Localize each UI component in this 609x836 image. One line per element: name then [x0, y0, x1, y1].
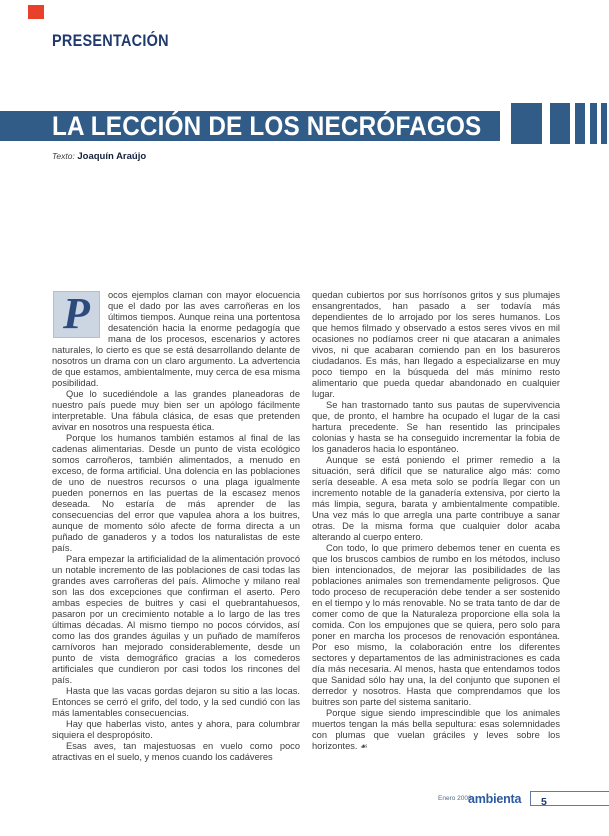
banner-decoration-block: [511, 103, 542, 144]
paragraph: Porque los humanos también estamos al final de las cadenas alimentarias. Desde un punto de vista ecológico somos carroñeros, también alimentados, a menudo en exceso, de forma artificial. Una dolencia en las poblaciones de uno de nuestros recursos o una plaga igualmente pueden ponernos en las puertas de la escasez menos deseada. No estaría de más aprender de las consecuencias del error que vapulea ahora a los buitres, aunque de momento sólo afecte de forma directa a un puñado de ganaderos y a todos los naturalistas de este país.: [52, 433, 300, 553]
banner-decoration-block: [590, 103, 597, 144]
article-body: [52, 290, 560, 763]
paragraph: Que lo sucediéndole a las grandes planeadoras de nuestro país puede muy bien ser un apólogo fácilmente interpretable. Una fábula clásica, de esas que pretenden avivar en nosotros una respuesta ética.: [52, 389, 300, 432]
footer-brand-logo: ambienta: [468, 792, 522, 806]
byline-label: Texto:: [52, 151, 75, 161]
paragraph-text: Porque sigue siendo imprescindible que los animales muertos tengan la más bella sepultura: esas solemnidades con plumas que vuelan gráciles y leves sobre los horizontes.: [312, 708, 560, 751]
paragraph: [52, 290, 300, 389]
page-number: 5: [541, 796, 547, 808]
banner-decoration-block: [575, 103, 585, 144]
end-ornament-icon: ☙: [360, 741, 367, 751]
section-title: PRESENTACIÓN: [52, 31, 169, 50]
paragraph: Con todo, lo que primero debemos tener en cuenta es que los bruscos cambios de rumbo en los métodos, incluso bien intencionados, de mejorar las posibilidades de las poblaciones animales son tremendamente peligrosos. Que todo proceso de recuperación debe tender a ser sostenido en el tiempo y lo más renovable. No se trata tanto de dar de comer como de que la Naturaleza proporcione ella sola la comida. Con los empujones que se quiera, pero solo para poner en marcha los procesos de renovación espontánea. Por eso mismo, la colaboración entre los diferentes sectores y departamentos de las administraciones es cada día más necesaria. Al menos, hasta que entendamos todos que Sanidad sólo hay una, la del conjunto que suponen el derredor y nosotros. Hasta que comprendamos que los buitres son parte del sistema sanitario.: [312, 543, 560, 707]
banner-decoration-block: [550, 103, 570, 144]
red-corner-marker: [28, 5, 44, 19]
author-name: Joaquín Araújo: [77, 151, 147, 162]
dropcap-letter: P: [53, 291, 100, 338]
page-number-box: [530, 791, 609, 806]
title-banner: [0, 111, 500, 141]
paragraph: Aunque se está poniendo el primer remedio a la situación, será difícil que se naturalice algo más: como sería deseable. A esa meta solo se podría llegar con un incremento notable de la ganadería extensiva, por cierto la más limpia, segura, barata y ambientalmente compatible. Una vez más lo que arregla una parte contribuye a sanar otras. De la misma forma que cualquier dolor acaba alterando al cuerpo entero.: [312, 455, 560, 542]
paragraph: [312, 708, 560, 752]
paragraph: Esas aves, tan majestuosas en vuelo como poco atractivas en el suelo, y menos cuando los cadáveres: [52, 741, 300, 762]
paragraph: Hay que haberlas visto, antes y ahora, para columbrar siquiera el despropósito.: [52, 719, 300, 740]
paragraph: Para empezar la artificialidad de la alimentación provocó un notable incremento de las poblaciones de casi todas las grandes aves carroñeras del país. Alimoche y milano real son las dos excepciones que confirman el aserto. Pero ambas especies de buitres y casi el quebrantahuesos, pasaron por un crecimiento notable a lo largo de las tres últimas décadas. Al mismo tiempo no pocos córvidos, así como las dos grandes águilas y un puñado de mamíferos carnívoros han mejorado considerablemente, desde un punto de vista demográfico gracias a los comederos artificiales que cundieron por casi todos los rincones del país.: [52, 554, 300, 685]
paragraph: Hasta que las vacas gordas dejaron su sitio a las locas. Entonces se cerró el grifo, del todo, y la sed cundió con las más lamentables consecuencias.: [52, 686, 300, 718]
footer-date: Enero 2008: [438, 795, 472, 802]
paragraph: Se han trastornado tanto sus pautas de supervivencia que, de pronto, el hambre ha ocupado el lugar de la casi hartura precedente. Se han resentido las principales colonias y hasta se ha conseguido incrementar la fobia de los ganaderos hacia lo espontáneo.: [312, 400, 560, 454]
article-title: LA LECCIÓN DE LOS NECRÓFAGOS: [52, 111, 482, 141]
paragraph: quedan cubiertos por sus horrísonos gritos y sus plumajes ensangrentados, han pasado a ser todavía más dependientes de lo arrojado por los seres humanos. Los que hemos filmado y observado a estos seres vivos en mil ocasiones no podíamos creer ni que atacaran a animales vivos, ni que acabaran comiendo pan en los basureros ciudadanos. Es más, han llegado a especializarse en muy poco tiempo en la búsqueda del más mínimo resto alimentario que pueda quedar abandonado en cualquier lugar.: [312, 290, 560, 399]
column-left: [52, 290, 300, 763]
banner-decoration-block: [601, 103, 607, 144]
paragraph-text: ocos ejemplos claman con mayor elocuencia que el dado por las aves carroñeras en los últimos tiempos. Aunque reina una portentosa desatención hacia la enorme pedagogía que mana de los procesos, escenarios y actores naturales, lo cierto es que se está desarrollando delante de nosotros un drama con un claro argumento. La advertencia de que estamos, ambientalmente, muy cerca de esa misma posibilidad.: [52, 290, 300, 388]
byline: [52, 151, 146, 162]
column-right: [312, 290, 560, 763]
